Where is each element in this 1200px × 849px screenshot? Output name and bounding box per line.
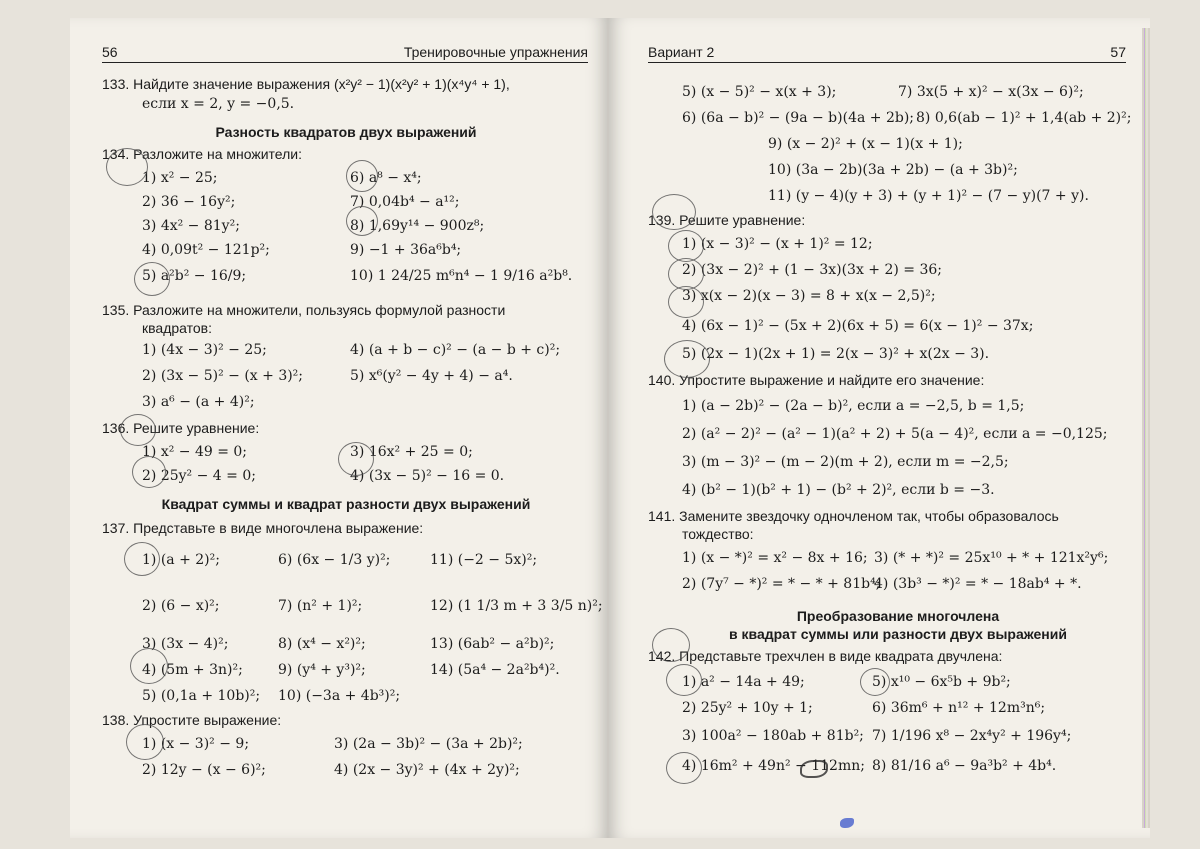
- exercise-item: 5) (x − 5)² − x(x + 3);: [682, 84, 837, 100]
- exercise-item: 5) x¹⁰ − 6x⁵b + 9b²;: [872, 674, 1011, 690]
- exercise-item: 4) 0,09t² − 121p²;: [142, 242, 270, 258]
- task-142: 142. Представьте трехчлен в виде квадрата двучлена:: [648, 648, 1003, 664]
- exercise-item: 13) (6ab² − a²b)²;: [430, 636, 555, 652]
- exercise-item: 9) (y⁴ + y³)²;: [278, 662, 366, 678]
- page-edges: [1142, 28, 1150, 828]
- exercise-item: 4) (3x − 5)² − 16 = 0.: [350, 468, 505, 484]
- exercise-item: 1) (4x − 3)² − 25;: [142, 342, 267, 358]
- left-header: [102, 40, 588, 63]
- pencil-circle-mark: [126, 724, 164, 760]
- exercise-item: 5) (2x − 1)(2x + 1) = 2(x − 3)² + x(2x − 3).: [682, 346, 990, 362]
- exercise-item: 1) (x − 3)² − (x + 1)² = 12;: [682, 236, 873, 252]
- exercise-item: 3) (2a − 3b)² − (3a + 2b)²;: [334, 736, 523, 752]
- pencil-circle-mark: [106, 148, 148, 186]
- exercise-item: 6) a⁸ − x⁴;: [350, 170, 422, 186]
- task-137: 137. Представьте в виде многочлена выражение:: [102, 520, 424, 536]
- pencil-circle-mark: [346, 206, 378, 236]
- pencil-circle-mark: [652, 628, 690, 662]
- exercise-item: 1) (x − 3)² − 9;: [142, 736, 250, 752]
- exercise-item: 4) (6x − 1)² − (5x + 2)(6x + 5) = 6(x − 1)² − 37x;: [682, 318, 1034, 334]
- pencil-circle-mark: [130, 648, 168, 684]
- exercise-item: 4) (a + b − c)² − (a − b + c)²;: [350, 342, 561, 358]
- exercise-item: 6) (6x − 1/3 y)²;: [278, 552, 391, 568]
- pencil-circle-mark: [668, 286, 704, 318]
- pencil-circle-mark: [120, 414, 156, 446]
- exercise-item: 7) 0,04b⁴ − a¹²;: [350, 194, 460, 210]
- exercise-item: 10) (−3a + 4b³)²;: [278, 688, 401, 704]
- section-title: Разность квадратов двух выражений: [215, 124, 477, 140]
- exercise-item: 2) (6 − x)²;: [142, 598, 220, 614]
- exercise-item: 4) 16m² + 49n² − 112mn;: [682, 758, 865, 774]
- task-133: 133. Найдите значение выражения (x²y² − 1)(x²y² + 1)(x⁴y⁴ + 1),: [102, 76, 510, 92]
- pencil-circle-mark: [338, 442, 374, 476]
- task-136: 136. Решите уравнение:: [102, 420, 260, 436]
- exercise-item: 8) 81/16 a⁶ − 9a³b² + 4b⁴.: [872, 758, 1057, 774]
- task-133-condition: если x = 2, y = −0,5.: [142, 96, 295, 112]
- section-title: в квадрат суммы или разности двух выражений: [729, 626, 1067, 642]
- exercise-item: 8) 1,69y¹⁴ − 900z⁸;: [350, 218, 485, 234]
- exercise-item: 10) (3a − 2b)(3a + 2b) − (a + 3b)²;: [768, 162, 1018, 178]
- exercise-item: 4) (b² − 1)(b² + 1) − (b² + 2)², если b = −3.: [682, 482, 995, 498]
- pencil-circle-mark: [134, 262, 170, 296]
- task-134: 134. Разложите на множители:: [102, 146, 303, 162]
- exercise-item: 3) (* + *)² = 25x¹⁰ + * + 121x²y⁶;: [874, 550, 1109, 566]
- section-title: Квадрат суммы и квадрат разности двух выражений: [161, 496, 531, 512]
- exercise-item: 10) 1 24/25 m⁶n⁴ − 1 9/16 a²b⁸.: [350, 268, 573, 284]
- exercise-item: 5) a²b² − 16/9;: [142, 268, 247, 284]
- task-135-cont: квадратов:: [142, 320, 212, 336]
- task-138: 138. Упростите выражение:: [102, 712, 282, 728]
- exercise-item: 8) (x⁴ − x²)²;: [278, 636, 366, 652]
- blue-ink-mark: [840, 818, 854, 828]
- exercise-item: 3) (m − 3)² − (m − 2)(m + 2), если m = −2,5;: [682, 454, 1009, 470]
- task-141-cont: тождество:: [682, 526, 754, 542]
- exercise-item: 3) x(x − 2)(x − 3) = 8 + x(x − 2,5)²;: [682, 288, 936, 304]
- exercise-item: 1) (a + 2)²;: [142, 552, 220, 568]
- exercise-item: 2) (3x − 5)² − (x + 3)²;: [142, 368, 304, 384]
- pencil-circle-mark: [666, 664, 702, 696]
- exercise-item: 7) 3x(5 + x)² − x(3x − 6)²;: [898, 84, 1084, 100]
- exercise-item: 8) 0,6(ab − 1)² + 1,4(ab + 2)²;: [916, 110, 1132, 126]
- section-title: Преобразование многочлена: [796, 608, 1000, 624]
- pencil-circle-mark: [666, 752, 702, 784]
- exercise-item: 14) (5a⁴ − 2a²b⁴)².: [430, 662, 560, 678]
- exercise-item: 9) −1 + 36a⁶b⁴;: [350, 242, 462, 258]
- task-139: 139. Решите уравнение:: [648, 212, 806, 228]
- exercise-item: 2) 36 − 16y²;: [142, 194, 236, 210]
- right-running-title: Вариант 2: [648, 44, 715, 60]
- pencil-circle-mark: [346, 160, 378, 192]
- exercise-item: 11) (y − 4)(y + 3) + (y + 1)² − (7 − y)(7 + y).: [768, 188, 1089, 204]
- exercise-item: 3) (3x − 4)²;: [142, 636, 229, 652]
- exercise-item: 4) (3b³ − *)² = * − 18ab⁴ + *.: [874, 576, 1082, 592]
- exercise-item: 2) (3x − 2)² + (1 − 3x)(3x + 2) = 36;: [682, 262, 943, 278]
- exercise-item: 7) 1/196 x⁸ − 2x⁴y² + 196y⁴;: [872, 728, 1072, 744]
- exercise-item: 2) 25y² + 10y + 1;: [682, 700, 813, 716]
- exercise-item: 1) a² − 14a + 49;: [682, 674, 805, 690]
- exercise-item: 1) x² − 49 = 0;: [142, 444, 248, 460]
- exercise-item: 2) (7y⁷ − *)² = * − * + 81b⁴;: [682, 576, 881, 592]
- pencil-circle-mark: [132, 456, 166, 488]
- pencil-circle-mark: [124, 542, 160, 576]
- exercise-item: 3) 16x² + 25 = 0;: [350, 444, 473, 460]
- exercise-item: 7) (n² + 1)²;: [278, 598, 363, 614]
- exercise-item: 11) (−2 − 5x)²;: [430, 552, 538, 568]
- task-141: 141. Замените звездочку одночленом так, чтобы образовалось: [648, 508, 1059, 524]
- exercise-item: 6) 36m⁶ + n¹² + 12m³n⁶;: [872, 700, 1046, 716]
- exercise-item: 3) 4x² − 81y²;: [142, 218, 240, 234]
- exercise-item: 4) (5m + 3n)²;: [142, 662, 243, 678]
- left-running-title: Тренировочные упражнения: [403, 44, 588, 60]
- exercise-item: 4) (2x − 3y)² + (4x + 2y)²;: [334, 762, 520, 778]
- right-page-number: 57: [1110, 44, 1126, 60]
- pencil-circle-mark: [664, 340, 710, 378]
- exercise-item: 6) (6a − b)² − (9a − b)(4a + 2b);: [682, 110, 914, 126]
- exercise-item: 1) (a − 2b)² − (2a − b)², если a = −2,5, b = 1,5;: [682, 398, 1025, 414]
- pencil-circle-mark: [860, 668, 890, 696]
- open-book: [70, 18, 1150, 838]
- task-140: 140. Упростите выражение и найдите его значение:: [648, 372, 985, 388]
- exercise-item: 1) (x − *)² = x² − 8x + 16;: [682, 550, 868, 566]
- right-header: [648, 40, 1126, 63]
- exercise-item: 3) 100a² − 180ab + 81b²;: [682, 728, 864, 744]
- right-page: [608, 18, 1150, 838]
- exercise-item: 2) (a² − 2)² − (a² − 1)(a² + 2) + 5(a − 4)², если a = −0,125;: [682, 426, 1108, 442]
- exercise-item: 5) x⁶(y² − 4y + 4) − a⁴.: [350, 368, 513, 384]
- exercise-item: 12) (1 1/3 m + 3 3/5 n)²;: [430, 598, 603, 614]
- task-135: 135. Разложите на множители, пользуясь формулой разности: [102, 302, 506, 318]
- left-page: [70, 18, 608, 838]
- exercise-item: 1) x² − 25;: [142, 170, 218, 186]
- exercise-item: 9) (x − 2)² + (x − 1)(x + 1);: [768, 136, 963, 152]
- exercise-item: 3) a⁶ − (a + 4)²;: [142, 394, 255, 410]
- exercise-item: 5) (0,1a + 10b)²;: [142, 688, 261, 704]
- left-page-number: 56: [102, 44, 118, 60]
- exercise-item: 2) 25y² − 4 = 0;: [142, 468, 256, 484]
- ink-scribble-mark: [800, 760, 828, 778]
- exercise-item: 2) 12y − (x − 6)²;: [142, 762, 266, 778]
- pencil-circle-mark: [652, 194, 696, 230]
